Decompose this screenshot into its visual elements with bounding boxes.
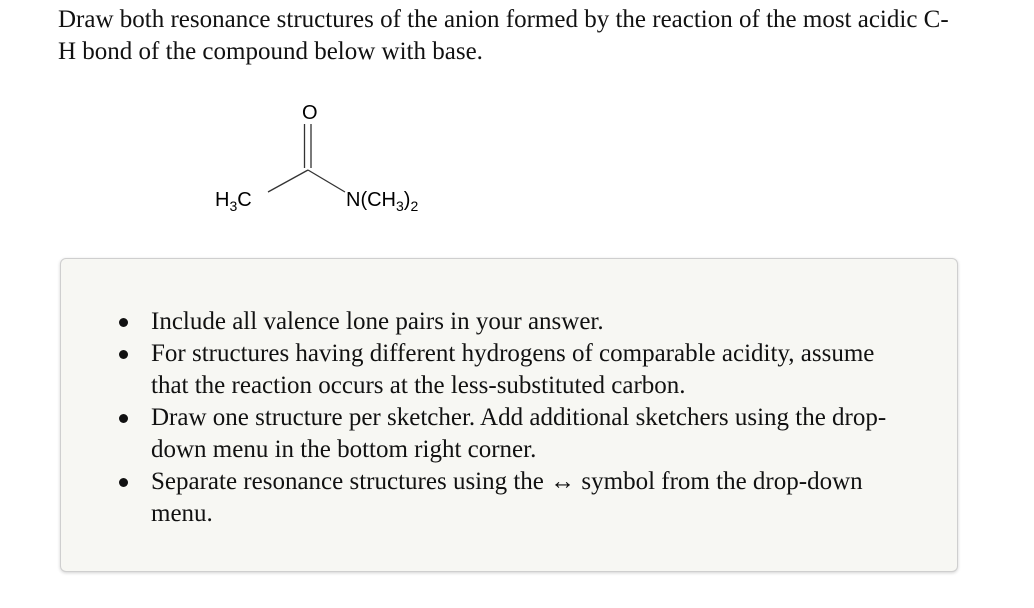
methyl-group-label: $H_3C$ (215, 189, 252, 214)
instruction-text: Draw one structure per sketcher. Add additional sketchers using the drop-down menu in the bottom right corner. (151, 404, 887, 463)
methyl-bond (268, 170, 308, 192)
instructions-box (60, 258, 958, 572)
instruction-item (111, 338, 911, 402)
instruction-text: For structures having different hydrogens of comparable acidity, assume that the reaction occurs at the less-substituted carbon. (151, 340, 875, 399)
instruction-text: Separate resonance structures using the ↔ symbol from the drop-down menu. (151, 468, 863, 527)
bullet-icon (119, 318, 128, 327)
dimethylamino-group-label: $N(CH_3)_2$ (346, 189, 419, 214)
oxygen-atom-label: O (302, 102, 318, 124)
chemical-structure (200, 96, 480, 226)
question-text: Draw both resonance structures of the anion formed by the reaction of the most acidic C-H bond of the compound below with base. (58, 6, 949, 65)
instructions-list (111, 306, 911, 530)
bullet-icon (119, 478, 128, 487)
chemical-structure-drawing (200, 96, 480, 226)
amide-bond (308, 170, 345, 192)
bullet-icon (119, 350, 128, 359)
instruction-item (111, 306, 911, 338)
instruction-item (111, 466, 911, 530)
bullet-icon (119, 414, 128, 423)
instruction-item (111, 402, 911, 466)
instruction-text: Include all valence lone pairs in your answer. (151, 308, 604, 335)
